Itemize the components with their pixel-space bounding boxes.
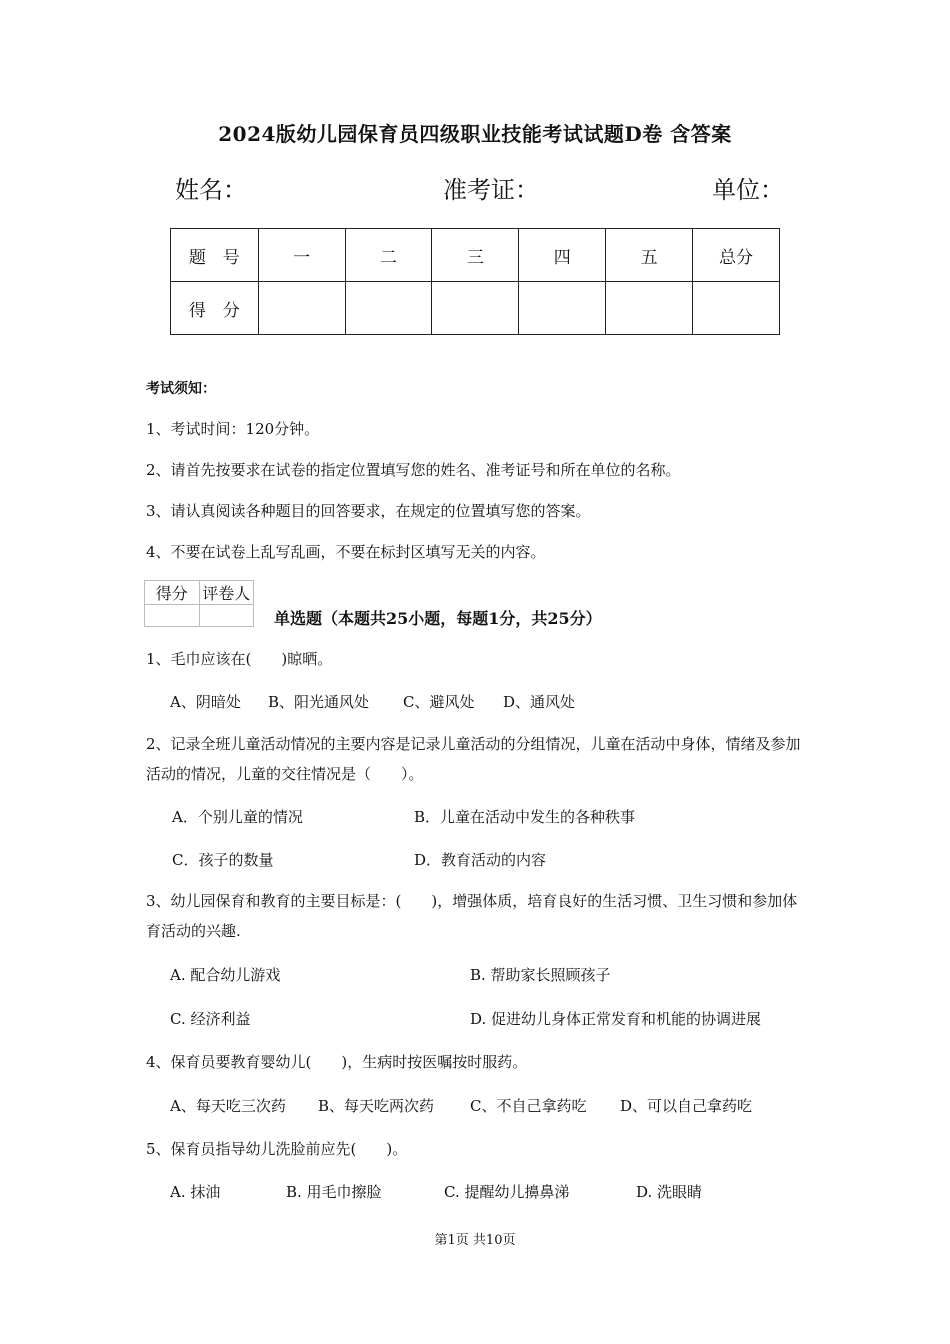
answer-option: B．儿童在活动中发生的各种秩事 xyxy=(414,808,636,826)
unit-field-label: 单位： xyxy=(712,176,784,204)
score-header-cell: 三 xyxy=(432,229,519,282)
answer-option: A、阴暗处 xyxy=(170,693,241,711)
grader-box xyxy=(144,580,254,627)
answer-option: C．孩子的数量 xyxy=(172,851,274,869)
grader-score-cell xyxy=(145,605,200,627)
question-text: 5、保育员指导幼儿洗脸前应先( )。 xyxy=(146,1140,408,1158)
exam-id-field-label: 准考证： xyxy=(443,176,539,204)
question-text: 1、毛巾应该在( )晾晒。 xyxy=(146,650,333,668)
score-cell xyxy=(258,282,345,335)
score-cell xyxy=(606,282,693,335)
answer-option: B. 用毛巾擦脸 xyxy=(286,1183,382,1201)
answer-option: B、每天吃两次药 xyxy=(318,1097,435,1115)
answer-option: D．教育活动的内容 xyxy=(414,851,547,869)
score-cell xyxy=(432,282,519,335)
answer-option: B、阳光通风处 xyxy=(268,693,370,711)
notice-item: 3、请认真阅读各种题目的回答要求，在规定的位置填写您的答案。 xyxy=(146,502,591,520)
answer-option: D. 促进幼儿身体正常发育和机能的协调进展 xyxy=(470,1010,762,1028)
answer-option: D. 洗眼睛 xyxy=(636,1183,703,1201)
name-field-label: 姓名： xyxy=(175,176,247,204)
page-footer: 第1页 共10页 xyxy=(434,1233,516,1248)
score-header-cell: 四 xyxy=(519,229,606,282)
score-header-cell: 五 xyxy=(606,229,693,282)
question-text: 4、保育员要教育婴幼儿( )，生病时按医嘱按时服药。 xyxy=(146,1053,528,1071)
score-row-label: 得 分 xyxy=(171,282,259,335)
score-header-cell: 总分 xyxy=(693,229,780,282)
answer-option: D、通风处 xyxy=(503,693,576,711)
section-title: 单选题（本题共25小题，每题1分，共25分） xyxy=(274,609,602,628)
score-cell xyxy=(345,282,432,335)
answer-option: C. 经济利益 xyxy=(170,1010,251,1028)
grader-reviewer-label: 评卷人 xyxy=(199,581,254,605)
page-title: 2024版幼儿园保育员四级职业技能考试试题D卷 含答案 xyxy=(218,122,732,146)
score-table xyxy=(170,228,780,335)
score-header-cell: 题 号 xyxy=(171,229,259,282)
answer-option: A. 抹油 xyxy=(170,1183,221,1201)
question-text: 3、幼儿园保育和教育的主要目标是：( )，增强体质，培育良好的生活习惯、卫生习惯和参加体育活动的兴趣. xyxy=(146,892,798,940)
score-table-header-row xyxy=(171,229,780,282)
answer-option: A. 配合幼儿游戏 xyxy=(170,966,281,984)
notice-item: 2、请首先按要求在试卷的指定位置填写您的姓名、准考证号和所在单位的名称。 xyxy=(146,461,681,479)
score-table-score-row xyxy=(171,282,780,335)
score-header-cell: 二 xyxy=(345,229,432,282)
answer-option: A、每天吃三次药 xyxy=(170,1097,286,1115)
answer-option: A．个别儿童的情况 xyxy=(172,808,303,826)
answer-option: C. 提醒幼儿擤鼻涕 xyxy=(444,1183,570,1201)
notice-title: 考试须知： xyxy=(146,381,216,397)
answer-option: C、避风处 xyxy=(403,693,475,711)
grader-reviewer-cell xyxy=(199,605,254,627)
score-cell xyxy=(519,282,606,335)
notice-item: 1、考试时间：120分钟。 xyxy=(146,420,320,438)
notice-item: 4、不要在试卷上乱写乱画，不要在标封区填写无关的内容。 xyxy=(146,543,546,561)
grader-score-label: 得分 xyxy=(145,581,200,605)
answer-option: D、可以自己拿药吃 xyxy=(620,1097,753,1115)
score-cell xyxy=(693,282,780,335)
question-text: 2、记录全班儿童活动情况的主要内容是记录儿童活动的分组情况，儿童在活动中身体，情绪及参加活动的情况，儿童的交往情况是（ ）。 xyxy=(146,735,801,783)
score-header-cell: 一 xyxy=(258,229,345,282)
answer-option: C、不自己拿药吃 xyxy=(470,1097,587,1115)
answer-option: B. 帮助家长照顾孩子 xyxy=(470,966,611,984)
